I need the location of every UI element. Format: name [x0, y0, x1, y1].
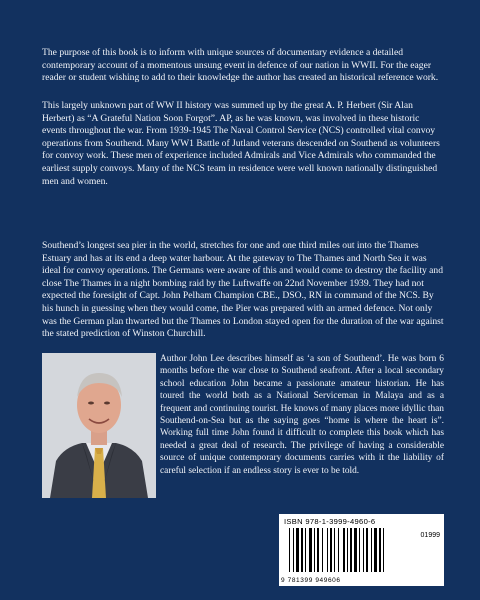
author-bio: Author John Lee describes himself as ‘a son of Southend’. He was born 6 months before the war close to Southend seafront. After a local secondary school education John became a passionate amateur historian. He has toured the world both as a National Serviceman in Malaya and as a frequent and continuing tourist. He knows of many places more idyllic than Southend-on-Sea but as the saying goes “home is where the heart is”. Working full time John found it difficult to complete this book which has needed a great deal of research. The privilege of having a considerable source of unique contemporary documents carries with it the liability of careful selection if an endless story is ever to be told.	[160, 354, 444, 476]
history-paragraph: This largely unknown part of WW II history was summed up by the great A. P. Herbert (Sir Alan Herbert) as “A Grateful Nation Soon Forgot”. AP, as he was known, was involved in these historic events throughout the war. From 1939-1945 The Naval Control Service (NCS) controlled vital convoy operations from Southend. Many WW1 Battle of Jutland veterans descended on Southend as volunteers for convoy work. These men of experience included Admirals and Vice Admirals who commanded the earliest supply convoys. Many of the NCS team in residence were well known nationally distinguished men and women.	[42, 100, 440, 187]
barcode-digits: 9 781399 949606	[281, 577, 341, 584]
price-code: 01999	[420, 532, 440, 539]
pier-paragraph: Southend’s longest sea pier in the world, stretches for one and one third miles out into the Thames Estuary and has at its end a deep water harbour. At the gateway to The Thames and North Sea it was ideal for convoy operations. The Germans were aware of this and would come to destroy the facility and close The Thames in a night bombing raid by the Luftwaffe on 22nd November 1939. They had not expected the foresight of Capt. John Pelham Champion CBE., DSO., RN in command of the NCS. By his hunch in guessing when they would come, the Pier was prepared with an armed defence. Not only was the German plan thwarted but the Thames to London stayed open for the duration of the war against the stated prediction of Winston Churchill.	[42, 240, 444, 340]
intro-paragraph: The purpose of this book is to inform with unique sources of documentary evidence a detailed contemporary account of a momentous unsung event in defence of our nation in WWII. For the eager reader or student wishing to add to their knowledge the author has created an historical reference work.	[42, 47, 439, 84]
isbn-barcode	[279, 514, 444, 586]
isbn-label: ISBN 978-1-3999-4960-6	[284, 517, 376, 526]
author-photo	[42, 353, 156, 498]
barcode-bars	[289, 528, 409, 572]
